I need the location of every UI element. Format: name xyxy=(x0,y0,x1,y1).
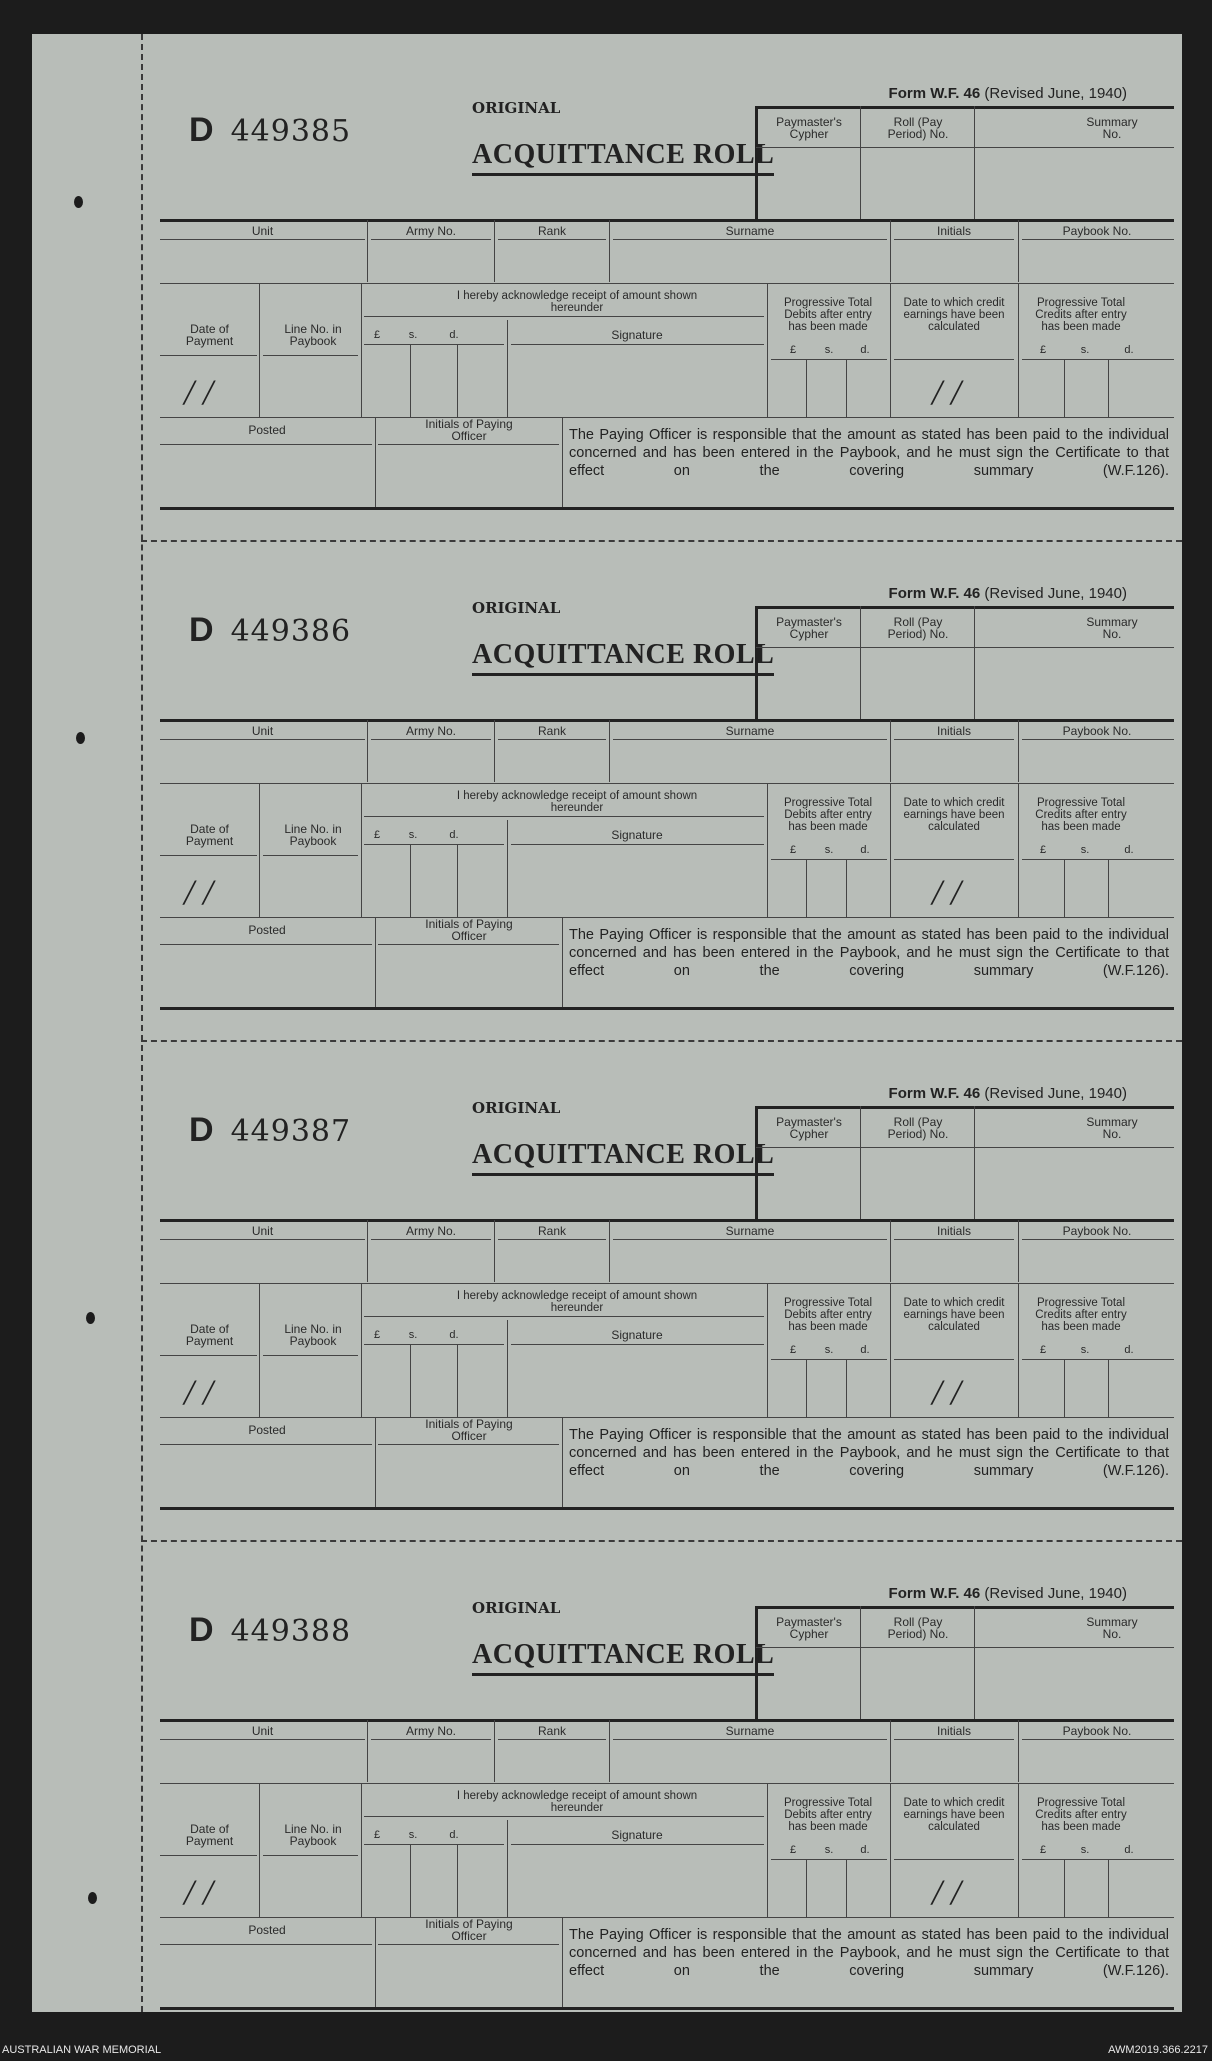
form-number: Form W.F. 46 (Revised June, 1940) xyxy=(888,1585,1127,1602)
amount-field[interactable] xyxy=(364,1347,504,1415)
posted-field[interactable] xyxy=(162,1947,372,2005)
payment-date-field[interactable]: / / xyxy=(184,372,214,412)
serial-number: D 449385 xyxy=(189,111,352,149)
roll-pay-period-field[interactable] xyxy=(862,649,972,719)
serial-number: D 449387 xyxy=(189,1111,352,1149)
form-title: ACQUITTANCE ROLL xyxy=(472,1139,774,1176)
certificate-text: The Paying Officer is responsible that the amount as stated has been paid to the individual concerned and has been entered in the Paybook, and he must sign the Certificate to that effect on the covering summary (W.F.126). xyxy=(569,927,1169,979)
roll-pay-period-field[interactable] xyxy=(862,1649,972,1719)
posted-label: Posted xyxy=(248,1423,286,1437)
debits-shilling-label: s. xyxy=(824,344,834,356)
pound-label: £ xyxy=(373,1829,381,1841)
summary-no-field[interactable] xyxy=(976,1649,1172,1719)
debits-pence-label: d. xyxy=(860,344,870,356)
credits-pence-label: d. xyxy=(1124,1844,1134,1856)
summary-no-label: Summary No. xyxy=(1086,615,1138,641)
date-of-payment-label: Date of Payment xyxy=(185,822,234,848)
document-sheet xyxy=(32,34,1182,2012)
posted-label: Posted xyxy=(248,1923,286,1937)
posted-field[interactable] xyxy=(162,947,372,1005)
summary-no-label: Summary No. xyxy=(1086,1115,1138,1141)
paymasters-cypher-label: Paymaster's Cypher xyxy=(776,615,842,641)
progressive-debits-label: Progressive Total Debits after entry has been made xyxy=(784,1297,872,1333)
acknowledge-label: I hereby acknowledge receipt of amount shown hereunder xyxy=(456,1290,698,1314)
line-no-label: Line No. in Paybook xyxy=(284,1822,342,1848)
tear-line xyxy=(141,1040,1182,1042)
initials-paying-officer-label: Initials of Paying Officer xyxy=(425,1417,513,1443)
signature-label: Signature xyxy=(611,828,663,842)
unit-label: Unit xyxy=(251,1724,274,1738)
roll-pay-period-label: Roll (Pay Period) No. xyxy=(887,1115,949,1141)
rank-label: Rank xyxy=(537,1724,566,1738)
form-number: Form W.F. 46 (Revised June, 1940) xyxy=(888,585,1127,602)
acquittance-roll xyxy=(142,1043,1182,1533)
acquittance-roll xyxy=(142,543,1182,1033)
acquittance-roll xyxy=(142,43,1182,533)
unit-label: Unit xyxy=(251,724,274,738)
rank-label: Rank xyxy=(537,724,566,738)
acknowledge-label: I hereby acknowledge receipt of amount shown hereunder xyxy=(456,790,698,814)
line-no-label: Line No. in Paybook xyxy=(284,322,342,348)
tear-line xyxy=(141,540,1182,542)
form-title: ACQUITTANCE ROLL xyxy=(472,639,774,676)
summary-no-field[interactable] xyxy=(976,149,1172,219)
initials-paying-officer-label: Initials of Paying Officer xyxy=(425,917,513,943)
line-no-label: Line No. in Paybook xyxy=(284,1322,342,1348)
progressive-debits-label: Progressive Total Debits after entry has been made xyxy=(784,797,872,833)
signature-field[interactable] xyxy=(512,347,764,415)
debits-shilling-label: s. xyxy=(824,1844,834,1856)
form-number: Form W.F. 46 (Revised June, 1940) xyxy=(888,1085,1127,1102)
payment-date-field[interactable]: / / xyxy=(184,1872,214,1912)
summary-no-field[interactable] xyxy=(976,1149,1172,1219)
acknowledge-label: I hereby acknowledge receipt of amount shown hereunder xyxy=(456,290,698,314)
serial-number: D 449386 xyxy=(189,611,352,649)
posted-label: Posted xyxy=(248,923,286,937)
signature-label: Signature xyxy=(611,1828,663,1842)
certificate-text: The Paying Officer is responsible that the amount as stated has been paid to the individual concerned and has been entered in the Paybook, and he must sign the Certificate to that effect on the covering summary (W.F.126). xyxy=(569,427,1169,479)
paymasters-cypher-field[interactable] xyxy=(758,149,858,219)
roll-pay-period-label: Roll (Pay Period) No. xyxy=(887,615,949,641)
summary-no-label: Summary No. xyxy=(1086,1615,1138,1641)
rank-label: Rank xyxy=(537,1224,566,1238)
progressive-credits-label: Progressive Total Credits after entry has been made xyxy=(1035,1797,1127,1833)
credit-date-field[interactable]: / / xyxy=(932,372,962,412)
initials-label: Initials xyxy=(936,724,971,738)
original-label: ORIGINAL xyxy=(472,1599,561,1617)
signature-label: Signature xyxy=(611,328,663,342)
amount-field[interactable] xyxy=(364,847,504,915)
progressive-debits-label: Progressive Total Debits after entry has been made xyxy=(784,1797,872,1833)
credits-pence-label: d. xyxy=(1124,344,1134,356)
initials-paying-officer-label: Initials of Paying Officer xyxy=(425,1917,513,1943)
debits-pound-label: £ xyxy=(789,844,797,856)
paybook-no-label: Paybook No. xyxy=(1062,724,1132,738)
progressive-credits-label: Progressive Total Credits after entry has been made xyxy=(1035,297,1127,333)
credits-pence-label: d. xyxy=(1124,844,1134,856)
initials-paying-officer-field[interactable] xyxy=(379,947,559,1005)
paybook-no-label: Paybook No. xyxy=(1062,224,1132,238)
progressive-debits-label: Progressive Total Debits after entry has been made xyxy=(784,297,872,333)
acknowledge-label: I hereby acknowledge receipt of amount shown hereunder xyxy=(456,1790,698,1814)
binder-hole xyxy=(74,196,83,208)
credit-date-label: Date to which credit earnings have been calculated xyxy=(903,1297,1005,1333)
paymasters-cypher-label: Paymaster's Cypher xyxy=(776,1115,842,1141)
paybook-no-label: Paybook No. xyxy=(1062,1724,1132,1738)
summary-no-label: Summary No. xyxy=(1086,115,1138,141)
progressive-credits-label: Progressive Total Credits after entry has been made xyxy=(1035,797,1127,833)
certificate-text: The Paying Officer is responsible that the amount as stated has been paid to the individual concerned and has been entered in the Paybook, and he must sign the Certificate to that effect on the covering summary (W.F.126). xyxy=(569,1927,1169,1979)
surname-label: Surname xyxy=(725,724,775,738)
form-title: ACQUITTANCE ROLL xyxy=(472,1639,774,1676)
summary-no-field[interactable] xyxy=(976,649,1172,719)
paymasters-cypher-field[interactable] xyxy=(758,649,858,719)
credit-date-label: Date to which credit earnings have been calculated xyxy=(903,1797,1005,1833)
binder-hole xyxy=(88,1892,97,1904)
surname-label: Surname xyxy=(725,1224,775,1238)
unit-label: Unit xyxy=(251,224,274,238)
amount-field[interactable] xyxy=(364,1847,504,1915)
binder-hole xyxy=(76,732,85,744)
tear-line xyxy=(141,1540,1182,1542)
original-label: ORIGINAL xyxy=(472,99,561,117)
pound-label: £ xyxy=(373,1329,381,1341)
certificate-text: The Paying Officer is responsible that the amount as stated has been paid to the individual concerned and has been entered in the Paybook, and he must sign the Certificate to that effect on the covering summary (W.F.126). xyxy=(569,1427,1169,1479)
date-of-payment-label: Date of Payment xyxy=(185,1822,234,1848)
payment-date-field[interactable]: / / xyxy=(184,872,214,912)
original-label: ORIGINAL xyxy=(472,599,561,617)
original-label: ORIGINAL xyxy=(472,1099,561,1117)
initials-paying-officer-label: Initials of Paying Officer xyxy=(425,417,513,443)
initials-paying-officer-field[interactable] xyxy=(379,1447,559,1505)
shilling-label: s. xyxy=(408,1329,418,1341)
paymasters-cypher-label: Paymaster's Cypher xyxy=(776,115,842,141)
debits-pound-label: £ xyxy=(789,344,797,356)
surname-label: Surname xyxy=(725,224,775,238)
credits-pence-label: d. xyxy=(1124,1344,1134,1356)
footer-accession: AWM2019.366.2217 xyxy=(1108,2044,1208,2056)
army-no-label: Army No. xyxy=(405,224,456,238)
shilling-label: s. xyxy=(408,1829,418,1841)
date-of-payment-label: Date of Payment xyxy=(185,1322,234,1348)
credits-shilling-label: s. xyxy=(1080,1344,1090,1356)
roll-pay-period-field[interactable] xyxy=(862,149,972,219)
pound-label: £ xyxy=(373,329,381,341)
debits-pound-label: £ xyxy=(789,1344,797,1356)
date-of-payment-label: Date of Payment xyxy=(185,322,234,348)
debits-pence-label: d. xyxy=(860,844,870,856)
credits-pound-label: £ xyxy=(1039,1344,1047,1356)
footer-credit: AUSTRALIAN WAR MEMORIAL xyxy=(2,2044,162,2056)
paymasters-cypher-field[interactable] xyxy=(758,1649,858,1719)
initials-label: Initials xyxy=(936,1224,971,1238)
debits-pound-label: £ xyxy=(789,1844,797,1856)
initials-label: Initials xyxy=(936,1724,971,1738)
credit-date-label: Date to which credit earnings have been calculated xyxy=(903,297,1005,333)
debits-shilling-label: s. xyxy=(824,844,834,856)
pence-label: d. xyxy=(449,329,459,341)
posted-label: Posted xyxy=(248,423,286,437)
unit-label: Unit xyxy=(251,1224,274,1238)
signature-field[interactable] xyxy=(512,847,764,915)
acquittance-roll xyxy=(142,1543,1182,2033)
credits-shilling-label: s. xyxy=(1080,844,1090,856)
credits-shilling-label: s. xyxy=(1080,1844,1090,1856)
debits-pence-label: d. xyxy=(860,1344,870,1356)
credit-date-field[interactable]: / / xyxy=(932,1372,962,1412)
rank-label: Rank xyxy=(537,224,566,238)
pence-label: d. xyxy=(449,1829,459,1841)
credits-pound-label: £ xyxy=(1039,1844,1047,1856)
credit-date-field[interactable]: / / xyxy=(932,872,962,912)
initials-paying-officer-field[interactable] xyxy=(379,447,559,505)
credit-date-label: Date to which credit earnings have been calculated xyxy=(903,797,1005,833)
surname-label: Surname xyxy=(725,1724,775,1738)
credits-shilling-label: s. xyxy=(1080,344,1090,356)
paymasters-cypher-field[interactable] xyxy=(758,1149,858,1219)
shilling-label: s. xyxy=(408,829,418,841)
signature-field[interactable] xyxy=(512,1347,764,1415)
debits-pence-label: d. xyxy=(860,1844,870,1856)
army-no-label: Army No. xyxy=(405,724,456,738)
army-no-label: Army No. xyxy=(405,1224,456,1238)
line-no-label: Line No. in Paybook xyxy=(284,822,342,848)
payment-date-field[interactable]: / / xyxy=(184,1372,214,1412)
pound-label: £ xyxy=(373,829,381,841)
form-number: Form W.F. 46 (Revised June, 1940) xyxy=(888,85,1127,102)
credit-date-field[interactable]: / / xyxy=(932,1872,962,1912)
serial-number: D 449388 xyxy=(189,1611,352,1649)
paymasters-cypher-label: Paymaster's Cypher xyxy=(776,1615,842,1641)
credits-pound-label: £ xyxy=(1039,344,1047,356)
army-no-label: Army No. xyxy=(405,1724,456,1738)
signature-field[interactable] xyxy=(512,1847,764,1915)
pence-label: d. xyxy=(449,829,459,841)
debits-shilling-label: s. xyxy=(824,1344,834,1356)
roll-pay-period-label: Roll (Pay Period) No. xyxy=(887,115,949,141)
form-title: ACQUITTANCE ROLL xyxy=(472,139,774,176)
posted-field[interactable] xyxy=(162,1447,372,1505)
progressive-credits-label: Progressive Total Credits after entry has been made xyxy=(1035,1297,1127,1333)
pence-label: d. xyxy=(449,1329,459,1341)
posted-field[interactable] xyxy=(162,447,372,505)
credits-pound-label: £ xyxy=(1039,844,1047,856)
amount-field[interactable] xyxy=(364,347,504,415)
shilling-label: s. xyxy=(408,329,418,341)
binder-hole xyxy=(86,1312,95,1324)
signature-label: Signature xyxy=(611,1328,663,1342)
roll-pay-period-label: Roll (Pay Period) No. xyxy=(887,1615,949,1641)
roll-pay-period-field[interactable] xyxy=(862,1149,972,1219)
initials-paying-officer-field[interactable] xyxy=(379,1947,559,2005)
initials-label: Initials xyxy=(936,224,971,238)
paybook-no-label: Paybook No. xyxy=(1062,1224,1132,1238)
